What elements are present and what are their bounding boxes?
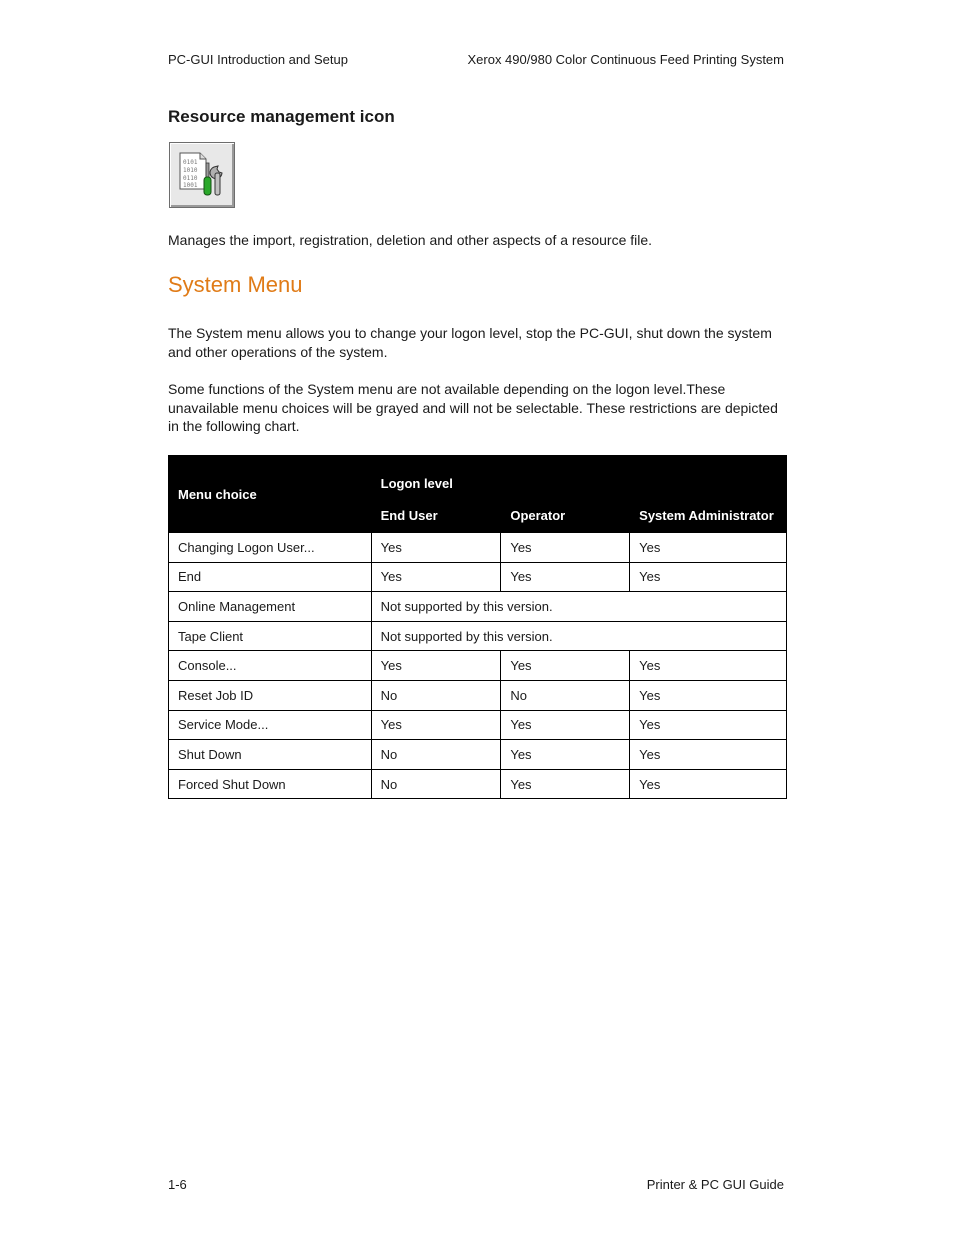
system-administrator-header: System Administrator — [630, 498, 787, 533]
system-menu-intro: The System menu allows you to change your logon level, stop the PC-GUI, shut down the system and other operations of the system. — [168, 325, 772, 360]
admin-cell: Yes — [630, 710, 787, 740]
end-user-cell: No — [371, 680, 501, 710]
menu-choice-cell: Forced Shut Down — [169, 769, 372, 799]
table-row — [169, 592, 787, 622]
menu-choice-cell: Console... — [169, 651, 372, 681]
support-note-cell: Not supported by this version. — [371, 592, 786, 622]
admin-cell: Yes — [630, 769, 787, 799]
table-row — [169, 533, 787, 563]
menu-choice-cell: Service Mode... — [169, 710, 372, 740]
operator-cell: No — [501, 680, 630, 710]
resource-management-icon — [169, 142, 235, 208]
operator-cell: Yes — [501, 533, 630, 563]
operator-cell: Yes — [501, 562, 630, 592]
end-user-cell: No — [371, 740, 501, 770]
resource-management-description: Manages the import, registration, deletion and other aspects of a resource file. — [168, 232, 653, 248]
svg-text:0110: 0110 — [183, 175, 198, 182]
menu-choice-cell: Tape Client — [169, 621, 372, 651]
menu-choice-header: Menu choice — [169, 456, 372, 533]
admin-cell: Yes — [630, 740, 787, 770]
menu-choice-cell: End — [169, 562, 372, 592]
logon-level-header: Logon level — [371, 456, 786, 498]
table-row — [169, 769, 787, 799]
admin-cell: Yes — [630, 651, 787, 681]
end-user-cell: Yes — [371, 533, 501, 563]
table-row — [169, 680, 787, 710]
operator-cell: Yes — [501, 769, 630, 799]
support-note-cell: Not supported by this version. — [371, 621, 786, 651]
operator-cell: Yes — [501, 710, 630, 740]
operator-cell: Yes — [501, 740, 630, 770]
admin-cell: Yes — [630, 533, 787, 563]
end-user-cell: Yes — [371, 651, 501, 681]
table-row — [169, 710, 787, 740]
guide-title-footer: Printer & PC GUI Guide — [646, 1177, 784, 1192]
table-row — [169, 562, 787, 592]
operator-header: Operator — [501, 498, 630, 533]
svg-text:1010: 1010 — [183, 167, 198, 174]
menu-choice-cell: Online Management — [169, 592, 372, 622]
admin-cell: Yes — [630, 562, 787, 592]
table-row — [169, 621, 787, 651]
system-menu-title: System Menu — [168, 272, 303, 297]
logon-level-table — [168, 455, 787, 799]
table-row — [169, 651, 787, 681]
end-user-header: End User — [371, 498, 501, 533]
table-row — [169, 740, 787, 770]
end-user-cell: No — [371, 769, 501, 799]
operator-cell: Yes — [501, 651, 630, 681]
page-number: 1-6 — [168, 1177, 187, 1192]
running-header-right: Xerox 490/980 Color Continuous Feed Printing System — [467, 52, 784, 67]
svg-text:0101: 0101 — [183, 159, 198, 166]
running-header-left: PC-GUI Introduction and Setup — [168, 52, 348, 67]
end-user-cell: Yes — [371, 710, 501, 740]
end-user-cell: Yes — [371, 562, 501, 592]
menu-choice-cell: Reset Job ID — [169, 680, 372, 710]
system-menu-restrictions: Some functions of the System menu are not available depending on the logon level.These unavailable menu choices will be grayed and will not be selectable. These restrictions are depicted in the following chart. — [168, 381, 778, 434]
admin-cell: Yes — [630, 680, 787, 710]
menu-choice-cell: Changing Logon User... — [169, 533, 372, 563]
menu-choice-cell: Shut Down — [169, 740, 372, 770]
resource-management-heading: Resource management icon — [168, 107, 395, 126]
svg-text:1001: 1001 — [183, 182, 198, 189]
